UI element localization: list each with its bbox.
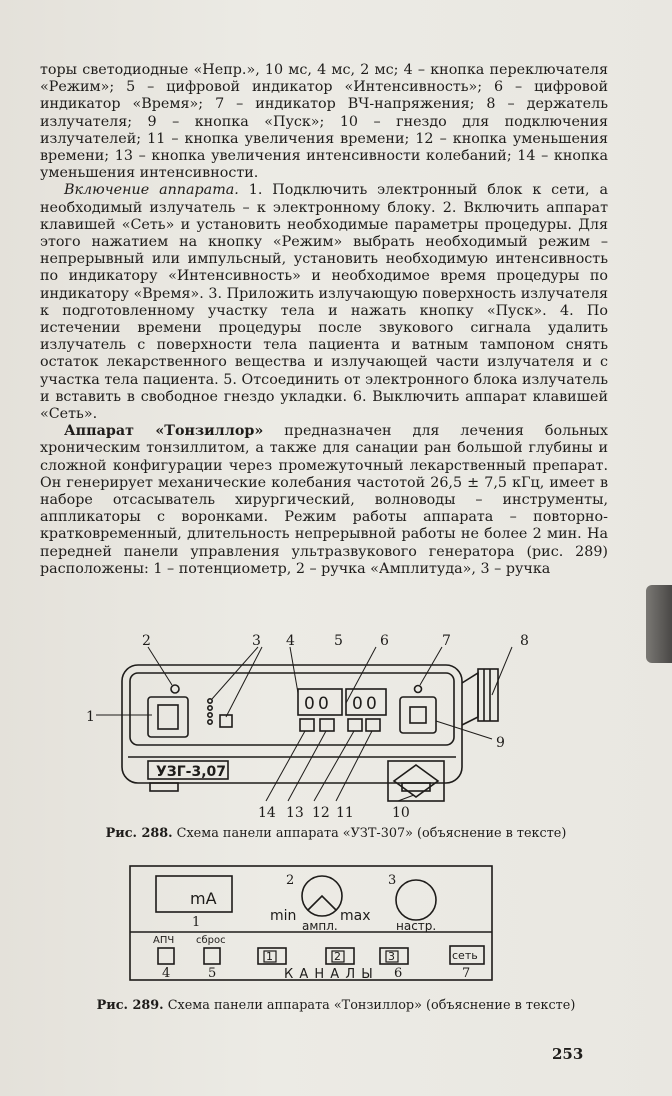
amplitude-knob-pointer: [308, 896, 336, 910]
label-set: сеть: [452, 949, 478, 962]
figure-288: [0, 625, 672, 825]
figure-289: [0, 860, 672, 990]
paragraph-tonsillor-body: предназначен для лечения больных хроническим тонзиллитом, а также для санации ран большой глубины и сложной конфигурации через промежуточный лекарственный препарат. Он генерирует механические колебания частотой 26,5 ± 7,5 кГц, имеет в наборе отсасыватель хирургический, волноводы – инструменты, аппликаторы с воронками. Режим работы аппарата – повторно-кратковременный, длительность непрерывной работы не более 2 мин. На передней панели управления ультразвукового генератора (рис. 289) расположены: 1 – потенциометр, 2 – ручка «Амплитуда», 3 – ручка: [40, 423, 608, 577]
callout-11: 11: [336, 805, 354, 821]
time-down-button: [348, 719, 362, 731]
callout-8: 8: [520, 633, 529, 649]
callout-2: 2: [142, 633, 151, 649]
intensity-digit-2: 0: [318, 694, 329, 714]
callout-14: 14: [258, 805, 276, 821]
tuning-knob: [396, 880, 436, 920]
callout-3: 3: [252, 633, 261, 649]
mode-led-1: [208, 699, 212, 703]
label-apch: АПЧ: [153, 935, 175, 946]
callout-289-4: 4: [162, 966, 171, 981]
callout-13: 13: [286, 805, 304, 821]
paragraph-switch-on-lead: Включение аппарата.: [64, 182, 239, 199]
power-led: [171, 685, 179, 693]
label-min: min: [270, 908, 297, 924]
paragraph-legend: торы светодиодные «Непр.», 10 мс, 4 мс, 2 мс; 4 – кнопка переключателя «Режим»; 5 – цифровой индикатор «Интенсивность»; 6 – цифровой индикатор «Время»; 7 – индикатор ВЧ-напряжения; 8 – держатель излучателя; 9 – кнопка «Пуск»; 10 – гнездо для подключения излучателей; 11 – кнопка увеличения времени; 12 – кнопка уменьшения времени; 13 – кнопка увеличения интенсивности колебаний; 14 – кнопка уменьшения интенсивности.: [40, 62, 608, 182]
reset-button: [204, 948, 220, 964]
channel-3-label: 3: [388, 950, 395, 963]
emitter-socket: [394, 765, 438, 797]
label-nastr: настр.: [396, 919, 437, 933]
power-switch-key: [158, 705, 178, 729]
paragraph-tonsillor: [40, 423, 608, 578]
figure-289-drawing: [0, 860, 672, 990]
callout-12: 12: [312, 805, 330, 821]
time-digit-2: 0: [366, 694, 377, 714]
page-edge-tab: [646, 585, 672, 663]
device-label: УЗГ-3,07: [156, 764, 227, 780]
callout-289-2: 2: [286, 873, 295, 888]
channel-2-label: 2: [334, 950, 341, 963]
callout-4: 4: [286, 633, 295, 649]
label-channels: К А Н А Л Ы: [284, 967, 374, 982]
time-up-button: [366, 719, 380, 731]
paragraph-switch-on-body: 1. Подключить электронный блок к сети, а необходимый излучатель – к электронному блоку. 2. Включить аппарат клавишей «Сеть» и установить необходимые параметры процедуры. Для этого нажатием на кнопку «Режим» выбрать необходимый режим – непрерывный или импульсный, установить необходимую интенсивность по индикатору «Интенсивность» и необходимое время процедуры по индикатору «Время». 3. Приложить излучающую поверхность излучателя к подготовленному участку тела и нажать кнопку «Пуск». 4. По истечении времени процедуры после звукового сигнала удалить излучатель с поверхности тела пациента и ватным тампоном снять остаток лекарственного вещества и излучающей части излучателя и с участка тела пациента. 5. Отсоединить от электронного блока излучатель и вставить в свободное гнездо укладки. 6. Выключить аппарат клавишей «Сеть».: [40, 182, 609, 423]
callout-5: 5: [334, 633, 343, 649]
mode-led-4: [208, 720, 212, 724]
intensity-digit-1: 0: [304, 694, 315, 714]
channel-1-label: 1: [266, 950, 273, 963]
time-digit-1: 0: [352, 694, 363, 714]
callout-289-1: 1: [192, 915, 201, 930]
afc-button: [158, 948, 174, 964]
callout-9: 9: [496, 735, 505, 751]
figure-288-caption-text: Схема панели аппарата «УЗТ-307» (объяснение в тексте): [172, 826, 567, 841]
callout-7: 7: [442, 633, 451, 649]
callout-289-3: 3: [388, 873, 397, 888]
power-switch: [148, 697, 188, 737]
callout-10: 10: [392, 805, 410, 821]
figure-289-caption: [0, 998, 672, 1013]
figure-289-caption-number: Рис. 289.: [96, 998, 164, 1013]
intensity-down-button: [300, 719, 314, 731]
figure-288-drawing: [0, 625, 672, 825]
callout-289-6: 6: [394, 966, 403, 981]
label-max: max: [340, 908, 371, 924]
mode-led-3: [208, 713, 212, 717]
ammeter-unit: mA: [190, 889, 217, 908]
label-ampl: ампл.: [302, 919, 338, 933]
figure-288-caption-number: Рис. 288.: [105, 826, 173, 841]
label-sbros: сброс: [196, 935, 226, 946]
callout-289-5: 5: [208, 966, 217, 981]
figure-289-caption-text: Схема панели аппарата «Тонзиллор» (объяснение в тексте): [163, 998, 576, 1013]
intensity-up-button: [320, 719, 334, 731]
device-foot-left: [150, 783, 178, 791]
callout-289-7: 7: [462, 966, 471, 981]
page-number: 253: [552, 1045, 584, 1063]
start-button-frame: [400, 697, 436, 733]
hf-led: [415, 686, 422, 693]
paragraph-switch-on: [40, 182, 608, 423]
holder-bracket: [462, 673, 478, 725]
emitter-holder: [478, 669, 498, 721]
callout-6: 6: [380, 633, 389, 649]
figure-288-caption: [0, 826, 672, 841]
start-button: [410, 707, 426, 723]
body-text: [40, 62, 608, 578]
callout-1: 1: [86, 709, 95, 725]
mode-led-2: [208, 706, 212, 710]
emitter-socket-frame: [388, 761, 444, 801]
paragraph-tonsillor-lead: Аппарат «Тонзиллор»: [64, 423, 264, 440]
